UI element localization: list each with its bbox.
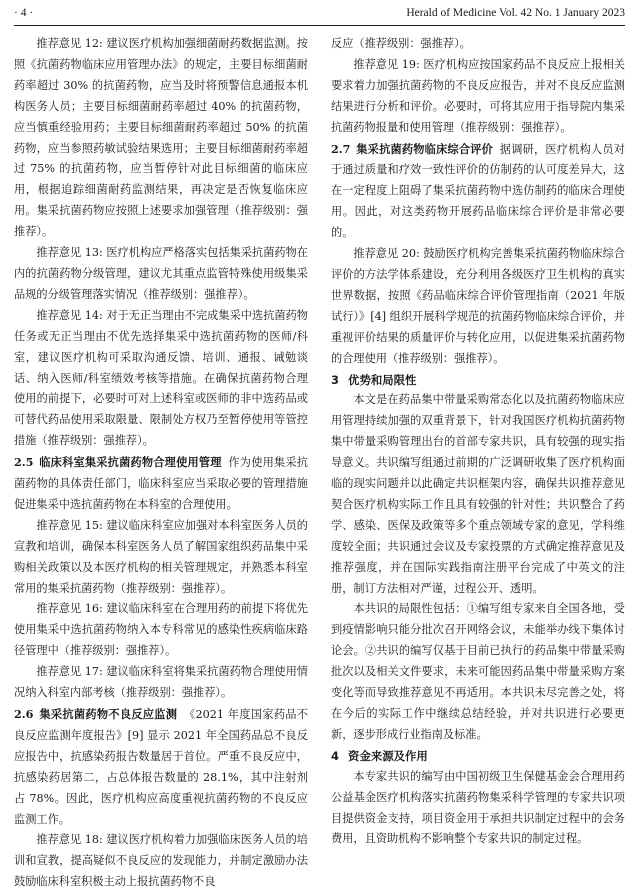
section-heading [331, 370, 625, 391]
section-number: 4 [331, 748, 339, 763]
body-paragraph: 本专家共识的编写由中国初级卫生保健基金会合理用药公益基金医疗机构落实抗菌药物集采科学管理的专家共识项目提供资金支持，项目资金用于承担共识制定过程中的会务费用，且资助机构不影响整个专家共识的制定过程。 [331, 769, 625, 846]
body-paragraph: 推荐意见 17: 建议临床科室将集采抗菌药物合理使用情况纳入科室内部考核（推荐级别：强推荐）。 [14, 665, 308, 700]
subsection-paragraph [14, 452, 308, 516]
section-heading [331, 746, 625, 767]
subsection-title: 集采抗菌药物临床综合评价 [356, 141, 494, 156]
body-paragraph: 推荐意见 13: 医疗机构应严格落实包括集采抗菌药物在内的抗菌药物分级管理，建议尤其重点监管特殊使用级集采品规的分级管理落实情况（推荐级别：强推荐）。 [14, 246, 308, 301]
section-title: 优势和局限性 [348, 372, 417, 387]
subsection-body: 据调研，医疗机构人员对于通过质量和疗效一致性评价的仿制药的认可度差异大，这在一定程度上阻碍了集采抗菌药物中选仿制药的临床合理使用。因此，对这类药物开展药品临床综合评价是非常必要的。 [331, 142, 625, 240]
body-paragraph: 推荐意见 18: 建议医疗机构着力加强临床医务人员的培训和宣教，提高疑似不良反应的发现能力，并制定激励办法鼓励临床科室积极主动上报抗菌药物不良 [14, 833, 308, 889]
page-number: · 4 · [14, 7, 34, 19]
left-column [14, 34, 308, 889]
body-paragraph: 本文是在药品集中带量采购常态化以及抗菌药物临床应用管理持续加强的双重背景下，针对我国医疗机构抗菌药物集中带量采购管理出台的首部专家共识，具有较强的现实指导意义。共识编写组通过前期的广泛调研收集了医疗机构面临的现实问题并以此确定共识框架内容，确保共识推荐意见契合医疗机构实际工作且具有较强的针对性；共识整合了药学、感染、医保及政策等多个重点领域专家的意见，学科维度较全面；共识通过会议及专家投票的方式确定推荐意见及推荐强度，并在国际实践指南注册平台完成了中英文的注册，制订方法相对严谨，过程公开、透明。 [331, 393, 625, 595]
header-rule [14, 25, 625, 26]
body-paragraph: 推荐意见 12: 建议医疗机构加强细菌耐药数据监测。按照《抗菌药物临床应用管理办法》的规定，主要目标细菌耐药率超过 30% 的抗菌药物，应当及时将预警信息通报本机构医务人员；主要目标细菌耐药率超过 40% 的抗菌药物，应当慎重经验用药；主要目标细菌耐药率超过 50% 的抗菌药物，应当参照药敏试验结果选用；主要目标细菌耐药率超过 75% 的抗菌药物，应当暂停针对此目标细菌的临床应用，根据追踪细菌耐药监测结果，再决定是否恢复临床应用。集采抗菌药物应按照上述要求加强管理（推荐级别：强推荐）。 [14, 37, 308, 239]
subsection-title: 临床科室集采抗菌药物合理使用管理 [39, 455, 222, 470]
subsection-paragraph [14, 704, 308, 830]
section-title: 资金来源及作用 [348, 748, 428, 763]
subsection-body: 作为使用集采抗菌药物的具体责任部门，临床科室应当采取必要的管理措施促进集采中选抗菌药物在本科室的合理使用。 [14, 456, 308, 511]
body-paragraph: 本共识的局限性包括：①编写组专家来自全国各地，受到疫情影响只能分批次召开网络会议，未能举办线下集体讨论会。②共识的编写仅基于目前已执行的药品集中带量采购批次以及相关文件要求，未来可能因药品集中带量采购方案变化等而导致推荐意见不再适用。本共识未尽完善之处，将在今后的实际工作中继续总结经验，并对共识进行必要更新，逐步形成行业指南及标准。 [331, 602, 625, 741]
body-paragraph: 推荐意见 19: 医疗机构应按国家药品不良反应上报相关要求着力加强抗菌药物的不良反应报告，并对不良反应监测结果进行分析和评价。必要时，可将其应用于指导院内集采抗菌药物报量和使用管理（推荐级别：强推荐）。 [331, 57, 625, 134]
running-header [14, 4, 625, 24]
subsection-number: 2.5 [14, 455, 34, 470]
continued-paragraph: 反应（推荐级别：强推荐）。 [331, 37, 471, 50]
right-column [331, 34, 625, 868]
body-paragraph: 推荐意见 15: 建议临床科室应加强对本科室医务人员的宣教和培训，确保本科室医务人员了解国家组织药品集中采购相关政策以及本医疗机构的相关管理规定，并熟悉本科室常用的集采抗菌药物（推荐级别：强推荐）。 [14, 518, 308, 595]
section-number: 3 [331, 372, 339, 387]
body-paragraph: 推荐意见 20: 鼓励医疗机构完善集采抗菌药物临床综合评价的方法学体系建设，充分利用各级医疗卫生机构的真实世界数据，按照《药品临床综合评价管理指南（2021 年版试行）》[4] 组织开展科学规范的抗菌药物临床综合评价，并重视评价结果的质量评价与转化应用，以促进集采抗菌药物的合理使用（推荐级别：强推荐）。 [331, 247, 625, 365]
body-paragraph: 推荐意见 14: 对于无正当理由不完成集采中选抗菌药物任务或无正当理由不优先选择集采中选抗菌药物的医师/科室，建议医疗机构可采取沟通反馈、培训、通报、诫勉谈话、纳入医师/科室绩效考核等措施。在确保抗菌药物合理使用的前提下，必要时可对上述科室或医师的非中选药品或可替代药品使用采取限量、限制处方权乃至暂停使用等管控措施（推荐级别：强推荐）。 [14, 308, 308, 448]
subsection-number: 2.7 [331, 141, 351, 156]
subsection-title: 集采抗菌药物不良反应监测 [39, 707, 178, 721]
body-paragraph: 推荐意见 16: 建议临床科室在合理用药的前提下将优先使用集采中选抗菌药物纳入本专科常见的感染性疾病临床路径管理中（推荐级别：强推荐）。 [14, 602, 308, 658]
journal-citation: Herald of Medicine Vol. 42 No. 1 January 2023 [406, 7, 625, 19]
subsection-paragraph [331, 139, 625, 245]
subsection-body: 《2021 年度国家药品不良反应监测年度报告》[9] 显示 2021 年全国药品总不良反应报告中，抗感染药报告数量居于首位。严重不良反应中，抗感染药居第二，占总体报告数量的 28.1%，其中注射剂占 78%。因此，医疗机构应高度重视抗菌药物的不良反应监测工作。 [14, 708, 308, 826]
subsection-number: 2.6 [14, 707, 34, 721]
